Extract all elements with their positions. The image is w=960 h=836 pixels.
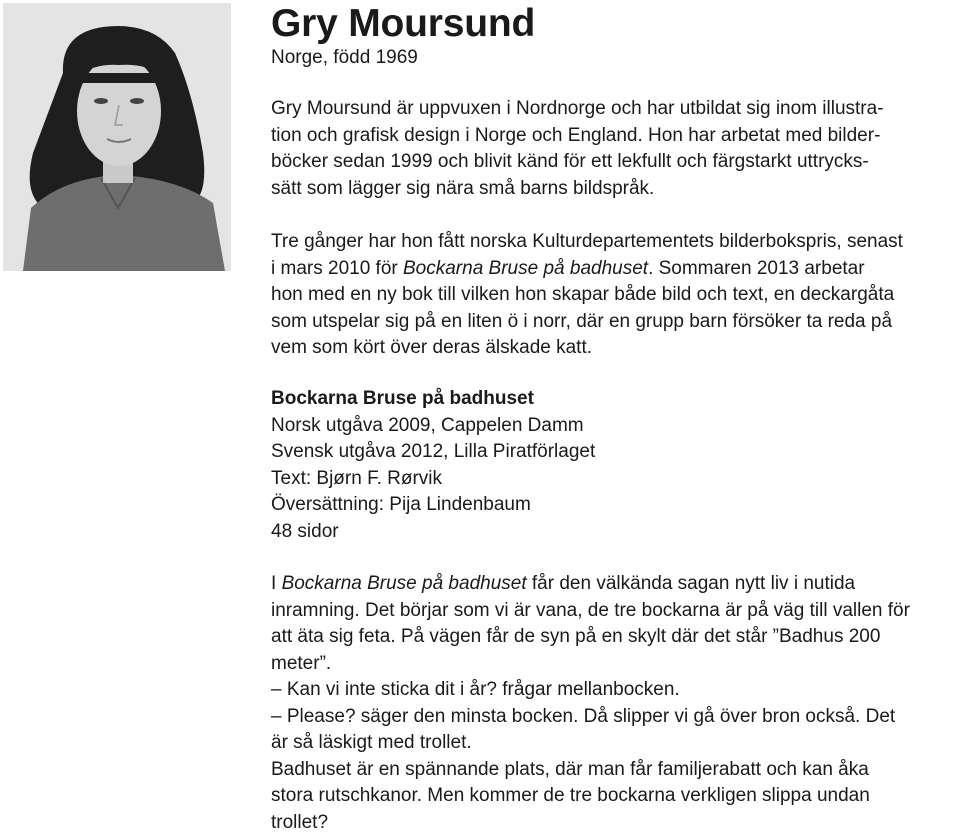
awards-text: i mars 2010 för [271,258,403,279]
summary-line [271,571,910,598]
page-count: 48 sidor [271,519,595,546]
awards-text: . Sommaren 2013 arbetar [648,258,865,279]
translator: Översättning: Pija Lindenbaum [271,492,595,519]
awards-paragraph [271,229,903,362]
swedish-edition: Svensk utgåva 2012, Lilla Piratförlaget [271,439,595,466]
book-details [271,386,595,545]
author-photo [3,3,231,271]
author-origin: Norge, född 1969 [271,45,418,71]
awards-line: vem som kört över deras älskade katt. [271,335,903,362]
summary-line: meter”. [271,651,910,678]
bio-line: Gry Moursund är uppvuxen i Nordnorge och har utbildat sig inom illustra- [271,96,884,123]
book-title-inline: Bockarna Bruse på badhuset [282,573,527,594]
summary-line: – Please? säger den minsta bocken. Då slipper vi gå över bron också. Det [271,704,910,731]
summary-text: får den välkända sagan nytt liv i nutida [527,573,855,594]
awards-line: hon med en ny bok till vilken hon skapar både bild och text, en deckargåta [271,282,903,309]
book-title-inline: Bockarna Bruse på badhuset [403,258,648,279]
bio-line: tion och grafisk design i Norge och England. Hon har arbetat med bilder- [271,123,884,150]
summary-line: att äta sig feta. På vägen får de syn på en skylt där det står ”Badhus 200 [271,624,910,651]
summary-line: – Kan vi inte sticka dit i år? frågar mellanbocken. [271,677,910,704]
text-author: Text: Bjørn F. Rørvik [271,466,595,493]
awards-line: som utspelar sig på en liten ö i norr, där en grupp barn försöker ta reda på [271,309,903,336]
book-title: Bockarna Bruse på badhuset [271,386,595,413]
author-name: Gry Moursund [271,2,535,46]
summary-line: är så läskigt med trollet. [271,730,910,757]
summary-line: stora rutschkanor. Men kommer de tre bockarna verkligen slippa undan [271,783,910,810]
summary-paragraph [271,571,910,836]
norwegian-edition: Norsk utgåva 2009, Cappelen Damm [271,413,595,440]
summary-line: trollet? [271,810,910,836]
bio-line: böcker sedan 1999 och blivit känd för ett lekfullt och färgstarkt uttrycks- [271,149,884,176]
summary-line: Badhuset är en spännande plats, där man får familjerabatt och kan åka [271,757,910,784]
awards-line [271,256,903,283]
bio-line: sätt som lägger sig nära små barns bildspråk. [271,176,884,203]
awards-line: Tre gånger har hon fått norska Kulturdepartementets bilderbokspris, senast [271,229,903,256]
summary-line: inramning. Det börjar som vi är vana, de tre bockarna är på väg till vallen för [271,598,910,625]
summary-text: I [271,573,282,594]
bio-paragraph [271,96,884,202]
